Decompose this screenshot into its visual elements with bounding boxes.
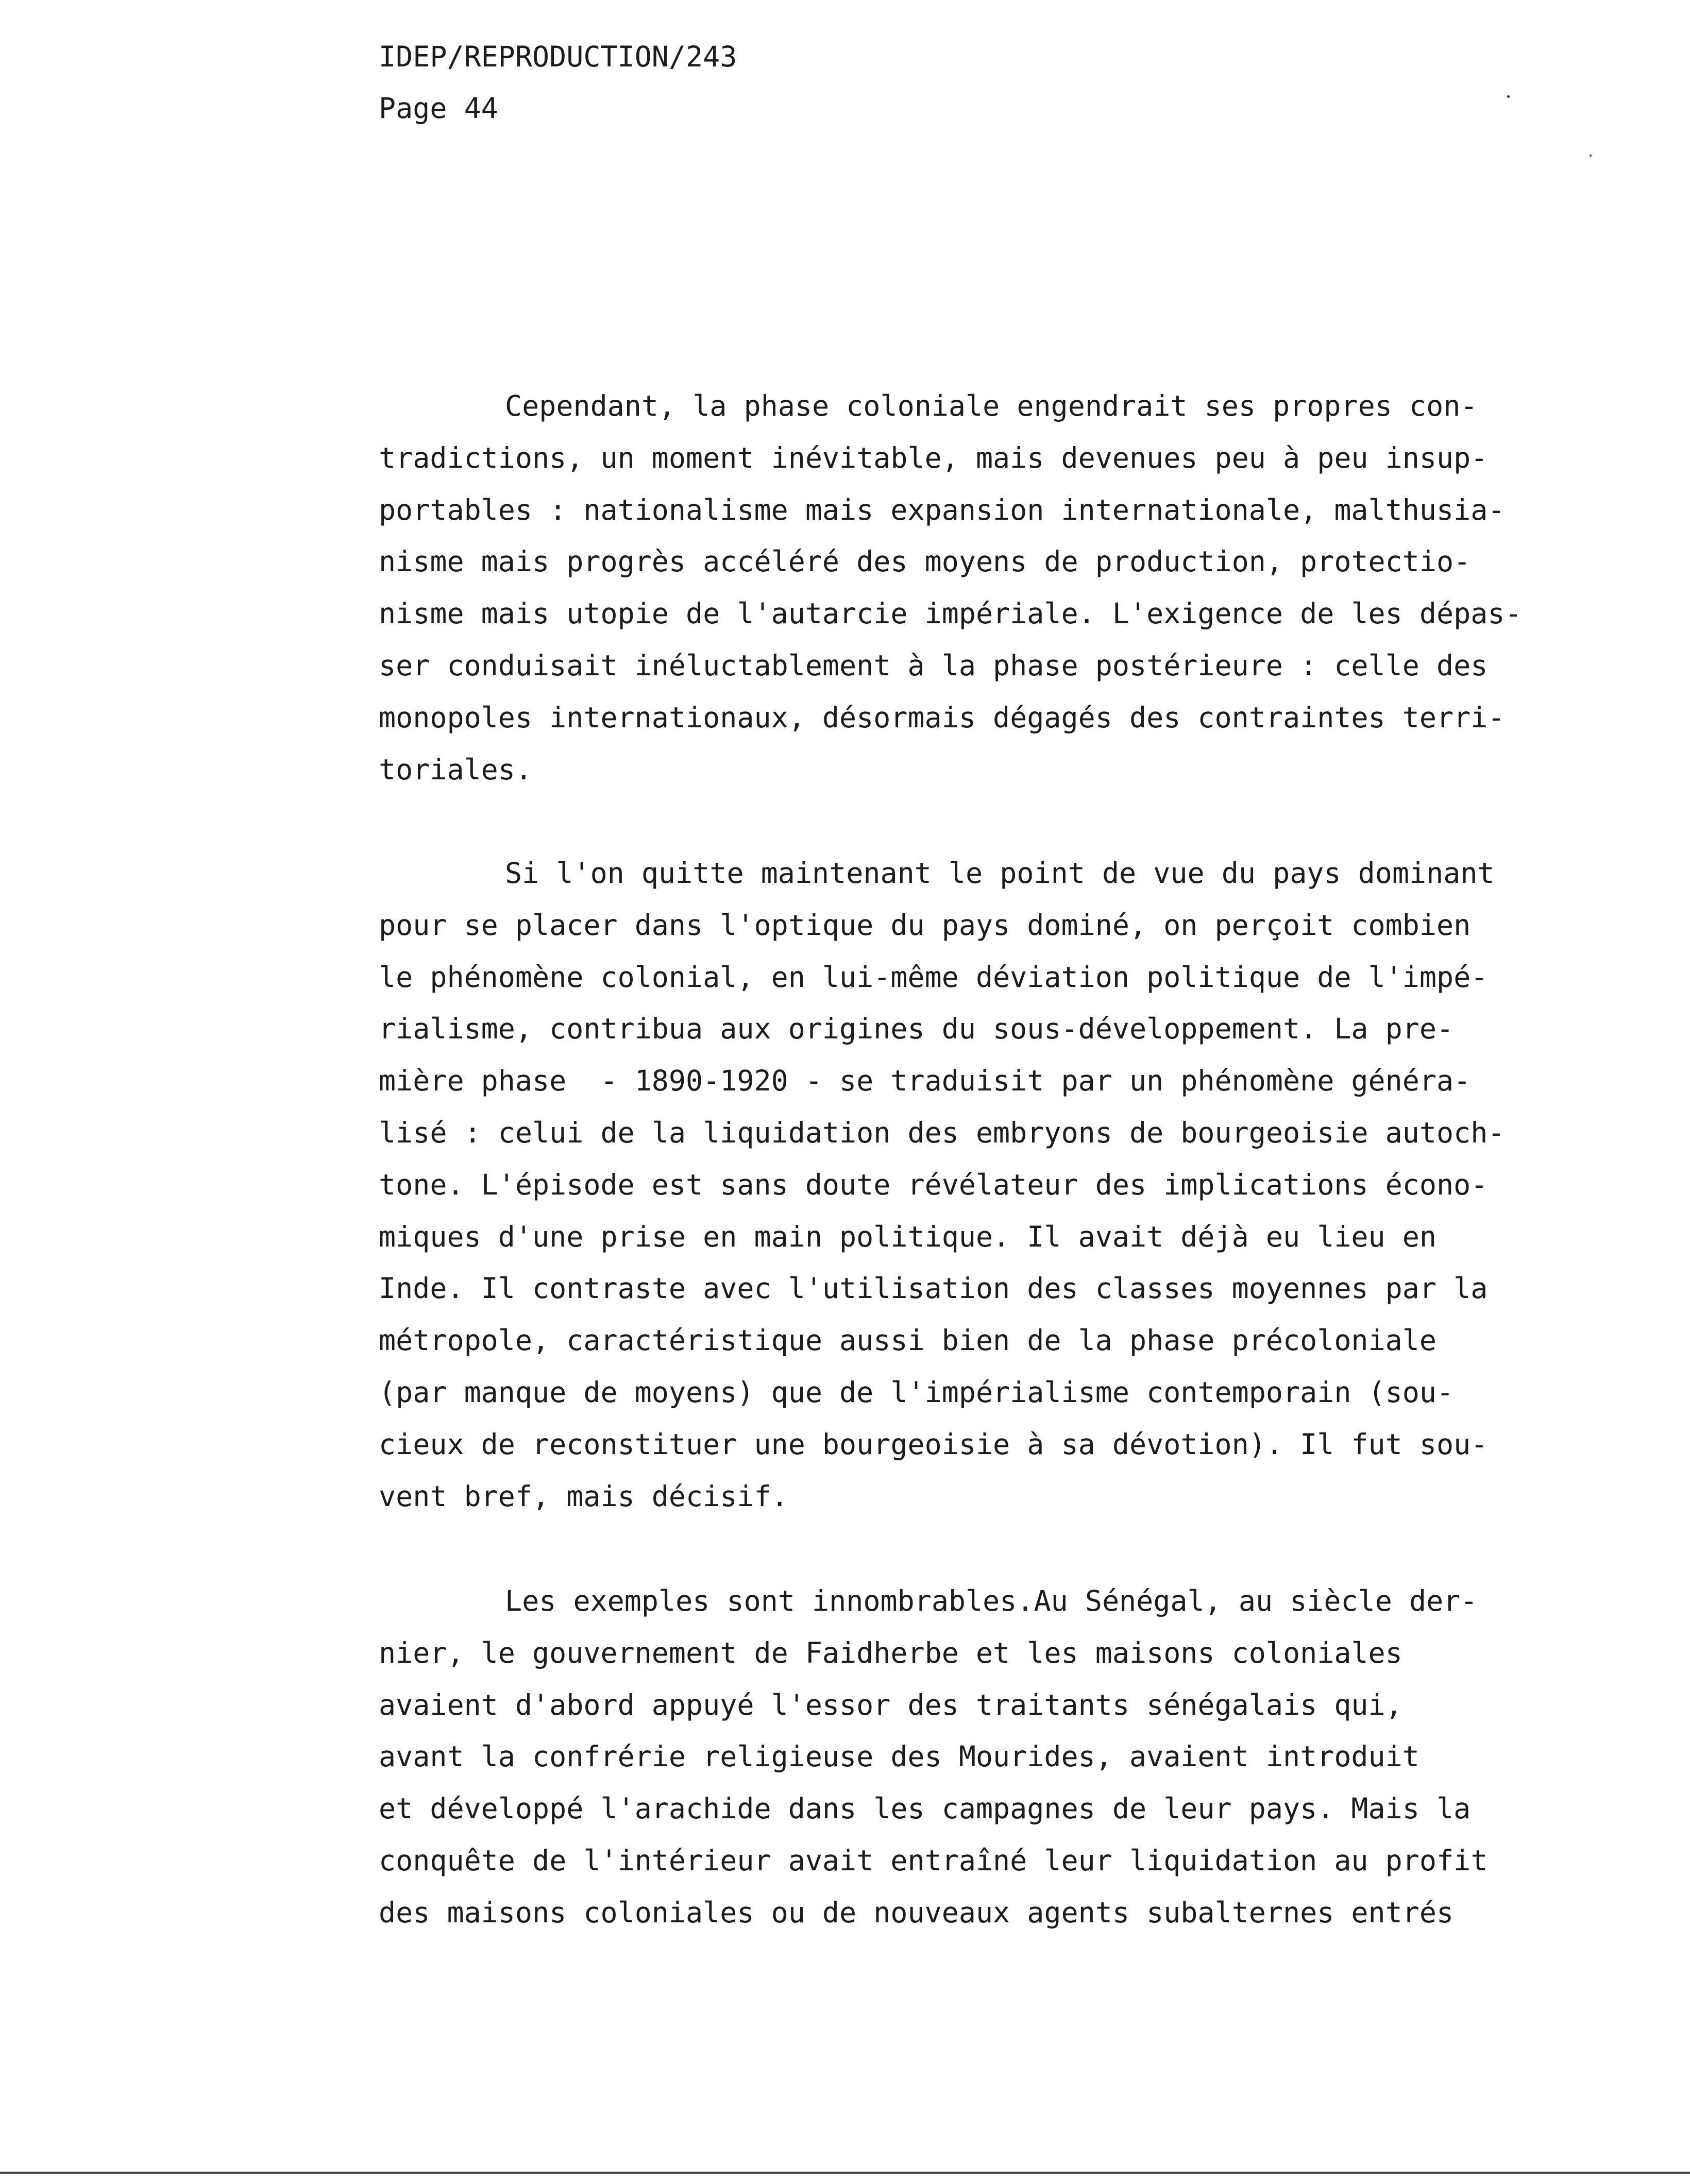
text-line: avant la confrérie religieuse des Mourides, avaient introduit xyxy=(379,1740,1419,1773)
text-line: monopoles internationaux, désormais dégagés des contraintes terri- xyxy=(379,701,1505,734)
text-line: et développé l'arachide dans les campagnes de leur pays. Mais la xyxy=(379,1792,1471,1825)
text-line: mière phase - 1890-1920 - se traduisit par un phénomène généra- xyxy=(379,1064,1471,1098)
text-line: vent bref, mais décisif. xyxy=(379,1479,788,1513)
text-line: Si l'on quitte maintenant le point de vue du pays dominant xyxy=(505,857,1495,890)
text-line: des maisons coloniales ou de nouveaux agents subalternes entrés xyxy=(379,1896,1454,1929)
text-line: (par manque de moyens) que de l'impérialisme contemporain (sou- xyxy=(379,1375,1454,1409)
text-line: Inde. Il contraste avec l'utilisation des classes moyennes par la xyxy=(379,1272,1488,1305)
scan-speck xyxy=(1590,155,1592,157)
text-line: le phénomène colonial, en lui-même déviation politique de l'impé- xyxy=(379,960,1488,994)
text-line: conquête de l'intérieur avait entraîné leur liquidation au profit xyxy=(379,1844,1488,1877)
text-line: lisé : celui de la liquidation des embryons de bourgeoisie autoch- xyxy=(379,1116,1505,1149)
text-line: avaient d'abord appuyé l'essor des traitants sénégalais qui, xyxy=(379,1688,1402,1721)
text-line: rialisme, contribua aux origines du sous-développement. La pre- xyxy=(379,1012,1454,1046)
text-line: nisme mais progrès accéléré des moyens de production, protectio- xyxy=(379,545,1471,578)
text-line: métropole, caractéristique aussi bien de la phase précoloniale xyxy=(379,1324,1436,1357)
paragraph-3 xyxy=(379,1575,1584,1939)
text-line: toriales. xyxy=(379,753,533,786)
text-line: nier, le gouvernement de Faidherbe et les maisons coloniales xyxy=(379,1636,1402,1669)
paragraph-1 xyxy=(379,380,1584,795)
text-line: cieux de reconstituer une bourgeoisie à sa dévotion). Il fut sou- xyxy=(379,1427,1488,1461)
document-reference: IDEP/REPRODUCTION/243 xyxy=(379,40,737,73)
page-header xyxy=(379,31,737,134)
page-bottom-rule xyxy=(0,2172,1690,2174)
text-line: Cependant, la phase coloniale engendrait ses propres con- xyxy=(505,389,1478,422)
text-line: portables : nationalisme mais expansion internationale, malthusia- xyxy=(379,493,1505,526)
text-line: tone. L'épisode est sans doute révélateur des implications écono- xyxy=(379,1168,1488,1201)
text-line: Les exemples sont innombrables.Au Sénégal, au siècle der- xyxy=(505,1584,1478,1617)
text-line: tradictions, un moment inévitable, mais devenues peu à peu insup- xyxy=(379,441,1488,474)
text-line: ser conduisait inéluctablement à la phase postérieure : celle des xyxy=(379,649,1488,682)
page-number: Page 44 xyxy=(379,92,498,125)
text-line: nisme mais utopie de l'autarcie impériale. L'exigence de les dépas- xyxy=(379,597,1522,630)
text-line: pour se placer dans l'optique du pays dominé, on perçoit combien xyxy=(379,908,1471,942)
paragraph-2 xyxy=(379,847,1584,1522)
text-line: miques d'une prise en main politique. Il avait déjà eu lieu en xyxy=(379,1220,1436,1253)
scan-speck xyxy=(1507,95,1510,98)
